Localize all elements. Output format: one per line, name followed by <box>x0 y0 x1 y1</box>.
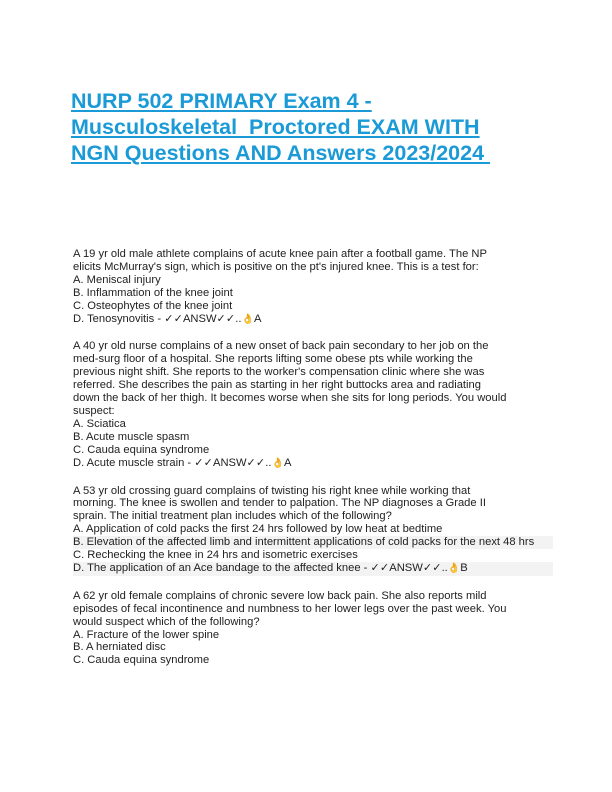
answer-marker <box>371 562 468 574</box>
question-1 <box>73 248 553 326</box>
answer-letter: A <box>283 456 292 469</box>
option-a: A. Meniscal injury <box>73 273 161 286</box>
option-d <box>73 562 553 576</box>
question-stem: A 40 yr old nurse complains of a new onset of back pain secondary to her job on the med-surg floor of a hospital. She reports lifting some obese pts while working the previous night shift. She reports to the worker's compensation clinic where she was referred. She describes the pain as starting in her right buttocks area and radiating down the back of her thigh. It becomes worse when she sits for long periods. You would suspect: <box>73 340 507 417</box>
option-d <box>73 457 553 471</box>
answer-marker-text: ✓✓ANSW✓✓.. <box>164 312 242 325</box>
option-d-text: D. The application of an Ace bandage to the affected knee - <box>73 561 371 574</box>
answer-letter: A <box>253 312 262 325</box>
ok-hand-icon: 👌 <box>271 457 284 469</box>
answer-marker <box>194 457 291 469</box>
option-d-text: D. Tenosynovitis - <box>73 312 165 325</box>
title-line-3: NGN Questions AND Answers 2023/2024 <box>71 141 491 165</box>
answer-marker <box>164 313 261 325</box>
document-title[interactable] <box>71 88 551 166</box>
option-c: C. Osteophytes of the knee joint <box>73 299 233 312</box>
answer-marker-text: ✓✓ANSW✓✓.. <box>370 561 448 574</box>
option-d-text: D. Acute muscle strain - <box>73 456 195 469</box>
title-line-1: NURP 502 PRIMARY Exam 4 - <box>71 89 372 113</box>
option-c: C. Cauda equina syndrome <box>73 443 210 456</box>
option-a: A. Fracture of the lower spine <box>73 628 220 641</box>
option-b: B. Elevation of the affected limb and intermittent applications of cold packs for the next 48 hrs <box>73 536 553 549</box>
answer-letter: B <box>460 561 468 574</box>
option-d <box>73 313 553 327</box>
question-stem: A 19 yr old male athlete complains of acute knee pain after a football game. The NP elicits McMurray's sign, which is positive on the pt's injured knee. This is a test for: <box>73 248 487 273</box>
option-b: B. A herniated disc <box>73 641 166 654</box>
question-stem: A 62 yr old female complains of chronic severe low back pain. She also reports mild episodes of fecal incontinence and numbness to her lower legs over the past week. You would suspect which of the following? <box>73 589 507 628</box>
ok-hand-icon: 👌 <box>447 562 461 574</box>
option-b: B. Inflammation of the knee joint <box>73 286 233 299</box>
question-3 <box>73 485 553 576</box>
option-c: C. Rechecking the knee in 24 hrs and isometric exercises <box>73 549 358 562</box>
questions-list <box>73 248 553 681</box>
title-line-2: Musculoskeletal Proctored EXAM WITH <box>71 115 480 139</box>
question-stem: A 53 yr old crossing guard complains of twisting his right knee while working that morning. The knee is swollen and tender to palpation. The NP diagnoses a Grade II sprain. The initial treatment plan includes which of the following? <box>73 484 486 523</box>
question-4 <box>73 590 553 667</box>
question-2 <box>73 340 553 470</box>
answer-marker-text: ✓✓ANSW✓✓.. <box>194 456 272 469</box>
option-c: C. Cauda equina syndrome <box>73 654 210 667</box>
ok-hand-icon: 👌 <box>241 313 254 325</box>
option-b: B. Acute muscle spasm <box>73 430 190 443</box>
option-a: A. Application of cold packs the first 24 hrs followed by low heat at bedtime <box>73 523 443 536</box>
option-a: A. Sciatica <box>73 417 126 430</box>
